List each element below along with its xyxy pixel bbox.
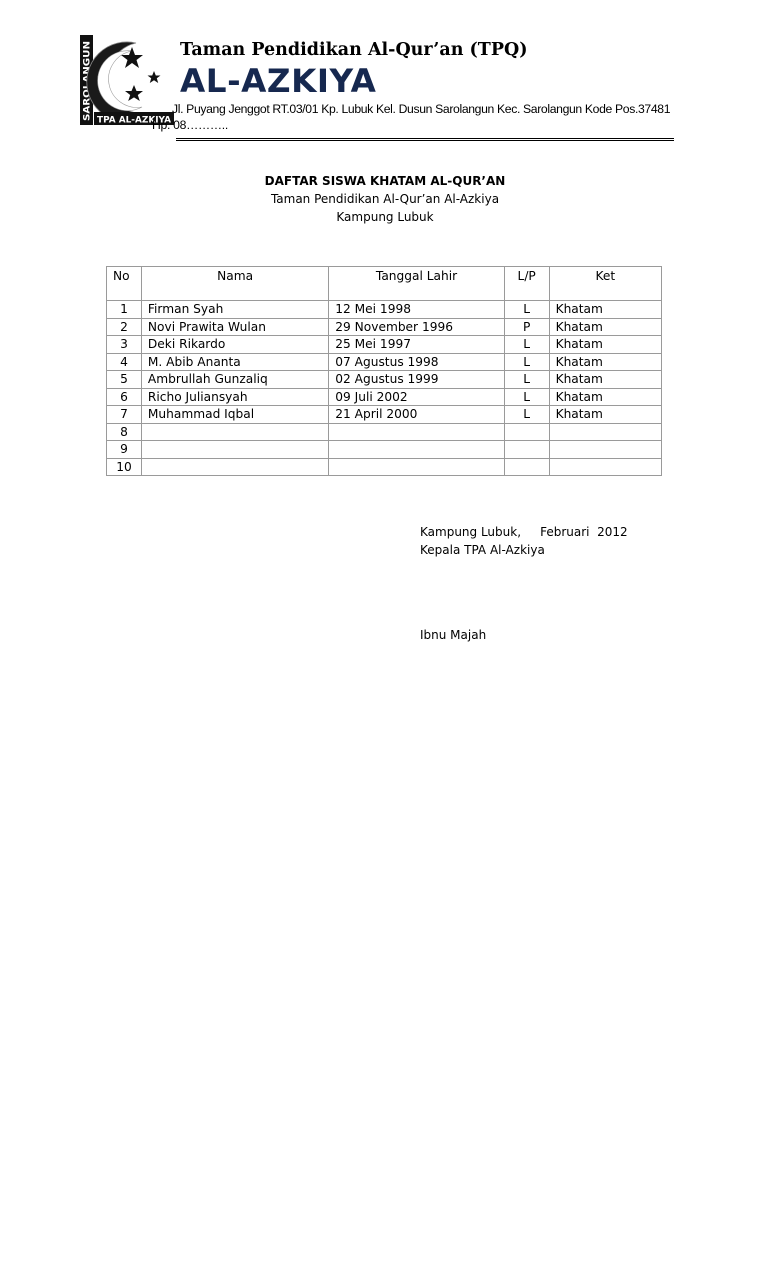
cell-no: 8 [107, 423, 142, 441]
cell-lp: L [504, 353, 549, 371]
cell-nama: M. Abib Ananta [141, 353, 328, 371]
brand-name: AL-AZKIYA [180, 62, 377, 100]
cell-lp: L [504, 301, 549, 319]
cell-tanggal-lahir: 12 Mei 1998 [329, 301, 504, 319]
table-body [107, 301, 662, 476]
cell-no: 2 [107, 318, 142, 336]
cell-nama: Muhammad Iqbal [141, 406, 328, 424]
cell-no: 10 [107, 458, 142, 476]
cell-ket: Khatam [549, 406, 661, 424]
document-heading [0, 172, 768, 226]
phone-line: Hp. 08……….. [152, 118, 228, 132]
star-icon-large [121, 47, 143, 68]
cell-no: 3 [107, 336, 142, 354]
cell-nama: Richo Juliansyah [141, 388, 328, 406]
cell-ket: Khatam [549, 388, 661, 406]
tpa-logo [80, 35, 176, 131]
table-row [107, 301, 662, 319]
cell-ket: Khatam [549, 301, 661, 319]
cell-lp [504, 458, 549, 476]
header-ket: Ket [549, 267, 661, 301]
cell-nama: Novi Prawita Wulan [141, 318, 328, 336]
table-row [107, 318, 662, 336]
cell-ket [549, 441, 661, 459]
table-row [107, 353, 662, 371]
table-row [107, 388, 662, 406]
cell-lp: L [504, 371, 549, 389]
document-location: Kampung Lubuk [336, 210, 434, 224]
cell-tanggal-lahir [329, 441, 504, 459]
cell-ket: Khatam [549, 353, 661, 371]
cell-tanggal-lahir: 07 Agustus 1998 [329, 353, 504, 371]
star-icon-right [148, 71, 161, 83]
cell-nama [141, 458, 328, 476]
cell-lp: L [504, 388, 549, 406]
cell-no: 7 [107, 406, 142, 424]
cell-lp [504, 441, 549, 459]
cell-ket: Khatam [549, 336, 661, 354]
table-row [107, 406, 662, 424]
cell-ket [549, 423, 661, 441]
cell-nama: Ambrullah Gunzaliq [141, 371, 328, 389]
signature-place-date: Kampung Lubuk, Februari 2012 [420, 525, 628, 539]
header-tanggal-lahir: Tanggal Lahir [329, 267, 504, 301]
cell-nama [141, 441, 328, 459]
cell-nama: Deki Rikardo [141, 336, 328, 354]
table-header-row [107, 267, 662, 301]
table-row [107, 423, 662, 441]
student-table [106, 266, 662, 476]
cell-nama: Firman Syah [141, 301, 328, 319]
cell-lp [504, 423, 549, 441]
table-row [107, 336, 662, 354]
table-row [107, 441, 662, 459]
table-row [107, 371, 662, 389]
institution-line: Taman Pendidikan Al-Qur’an (TPQ) [180, 40, 528, 60]
cell-no: 9 [107, 441, 142, 459]
cell-tanggal-lahir [329, 423, 504, 441]
document-title: DAFTAR SISWA KHATAM AL-QUR’AN [264, 174, 506, 188]
letterhead-divider [176, 138, 674, 141]
header-lp: L/P [504, 267, 549, 301]
table-row [107, 458, 662, 476]
cell-no: 1 [107, 301, 142, 319]
address-line: Jl. Puyang Jenggot RT.03/01 Kp. Lubuk Kel. Dusun Sarolangun Kec. Sarolangun Kode Pos.37481 [172, 102, 671, 116]
star-icon-bottom [125, 85, 143, 101]
cell-tanggal-lahir: 02 Agustus 1999 [329, 371, 504, 389]
cell-tanggal-lahir: 29 November 1996 [329, 318, 504, 336]
cell-ket [549, 458, 661, 476]
cell-lp: L [504, 406, 549, 424]
cell-tanggal-lahir [329, 458, 504, 476]
signature-position: Kepala TPA Al-Azkiya [420, 543, 545, 557]
logo-badge-text: TPA AL-AZKIYA [97, 115, 172, 126]
cell-no: 4 [107, 353, 142, 371]
cell-no: 6 [107, 388, 142, 406]
cell-no: 5 [107, 371, 142, 389]
cell-ket: Khatam [549, 371, 661, 389]
cell-tanggal-lahir: 25 Mei 1997 [329, 336, 504, 354]
header-nama: Nama [141, 267, 328, 301]
signature-name: Ibnu Majah [420, 628, 487, 642]
cell-ket: Khatam [549, 318, 661, 336]
cell-nama [141, 423, 328, 441]
header-no: No [107, 267, 142, 301]
cell-tanggal-lahir: 21 April 2000 [329, 406, 504, 424]
cell-tanggal-lahir: 09 Juli 2002 [329, 388, 504, 406]
cell-lp: L [504, 336, 549, 354]
cell-lp: P [504, 318, 549, 336]
document-subtitle: Taman Pendidikan Al-Qur’an Al-Azkiya [270, 192, 500, 206]
